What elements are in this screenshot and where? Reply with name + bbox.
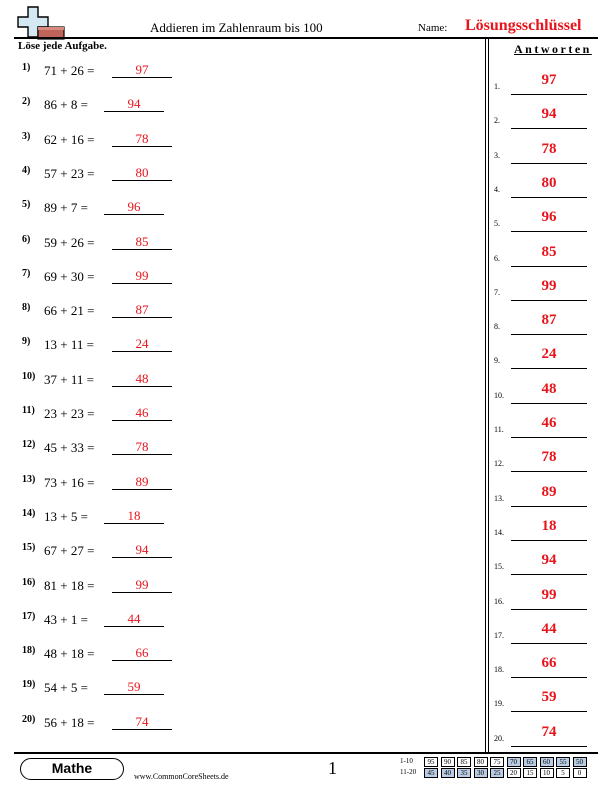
answer-key-value: 94	[541, 552, 557, 569]
answer-key-number: 19.	[494, 699, 504, 709]
problem-number: 5)	[22, 199, 31, 211]
problem-expression: 73 + 16 =	[44, 474, 95, 490]
plus-eraser-logo-icon	[14, 5, 70, 45]
problem-answer: 44	[127, 610, 141, 626]
problem-expression: 59 + 26 =	[44, 234, 95, 250]
answer-key-value: 78	[541, 140, 557, 157]
answer-key-number: 17.	[494, 630, 504, 640]
score-cell: 45	[424, 768, 438, 778]
answer-key-number: 20.	[494, 733, 504, 743]
problem-expression: 71 + 26 =	[44, 63, 95, 78]
answer-key-number: 1.	[494, 82, 500, 91]
score-cell: 80	[474, 757, 488, 767]
problem-expression: 86 + 8 =	[44, 97, 88, 113]
score-row-label: 11-20	[400, 768, 417, 776]
answer-key-line	[511, 643, 587, 644]
answer-key-number: 16.	[494, 596, 504, 606]
answer-key-line	[511, 197, 587, 198]
problem-expression: 62 + 16 =	[44, 131, 95, 147]
problem-answer: 99	[135, 267, 149, 283]
problem-number: 10)	[22, 370, 36, 382]
problem-answer: 94	[127, 96, 141, 112]
score-cell: 0	[573, 768, 587, 778]
answer-key-value: 85	[541, 243, 557, 260]
score-cell: 85	[457, 757, 471, 767]
problem-answer: 97	[135, 62, 149, 77]
answer-key-value: 89	[541, 483, 557, 500]
answer-key-value: 99	[541, 277, 557, 294]
answer-key-number: 6.	[494, 253, 500, 263]
problem-number: 14)	[22, 507, 36, 519]
problem-expression: 13 + 11 =	[44, 337, 94, 353]
problem-number: 15)	[22, 542, 36, 554]
answer-key-number: 7.	[494, 287, 500, 297]
score-cell: 55	[556, 757, 570, 767]
problem-expression: 67 + 27 =	[44, 543, 95, 559]
answer-key-line	[511, 128, 587, 129]
problem-answer: 89	[135, 473, 149, 489]
answer-key-value: 46	[541, 415, 557, 431]
answer-key-number: 10.	[494, 390, 504, 400]
site-url: www.CommonCoreSheets.de	[134, 772, 229, 781]
answer-key-value: 87	[541, 312, 557, 329]
answer-key-value: 44	[541, 620, 557, 637]
answer-key-line	[511, 677, 587, 678]
problem-number: 1)	[22, 62, 31, 73]
answer-key-line	[511, 368, 587, 369]
header-divider	[14, 37, 598, 39]
score-cell: 90	[441, 757, 455, 767]
footer-divider	[14, 752, 598, 754]
answer-key-value: 78	[541, 449, 557, 466]
problem-number: 3)	[22, 130, 31, 142]
answer-key-value: 97	[541, 72, 557, 88]
score-cell: 35	[457, 768, 471, 778]
problem-number: 2)	[22, 96, 31, 108]
answer-key-value: 59	[541, 689, 557, 706]
answer-key-number: 9.	[494, 356, 500, 366]
problem-number: 13)	[22, 473, 36, 485]
answer-key-number: 14.	[494, 527, 504, 537]
score-cell: 10	[540, 768, 554, 778]
problem-expression: 81 + 18 =	[44, 577, 95, 593]
problem-expression: 89 + 7 =	[44, 200, 88, 216]
answer-key-line	[511, 540, 587, 541]
instruction-text: Löse jede Aufgabe.	[18, 40, 107, 52]
problem-expression: 13 + 5 =	[44, 508, 88, 524]
score-cell: 40	[441, 768, 455, 778]
answer-key-value: 48	[541, 380, 557, 397]
score-cell: 5	[556, 768, 570, 778]
answer-key-number: 4.	[494, 184, 500, 194]
score-cell: 50	[573, 757, 587, 767]
problem-expression: 54 + 5 =	[44, 680, 88, 696]
answers-heading: Antworten	[514, 42, 592, 56]
problem-answer: 48	[135, 370, 149, 386]
problem-expression: 45 + 33 =	[44, 440, 95, 456]
score-cell: 65	[523, 757, 537, 767]
problem-answer: 85	[135, 233, 149, 249]
answer-key-number: 2.	[494, 116, 500, 126]
problem-number: 16)	[22, 576, 36, 588]
answer-key-line	[511, 94, 587, 95]
problem-number: 7)	[22, 267, 31, 279]
problem-expression: 37 + 11 =	[44, 371, 94, 387]
answer-key-line	[511, 746, 587, 747]
page-title: Addieren im Zahlenraum bis 100	[150, 20, 323, 35]
problem-number: 19)	[22, 679, 36, 691]
answer-key-number: 12.	[494, 459, 504, 469]
answer-key-line	[511, 334, 587, 335]
problem-number: 9)	[22, 336, 31, 348]
problem-expression: 57 + 23 =	[44, 165, 95, 181]
answer-key-number: 8.	[494, 322, 500, 332]
answer-key-value: 96	[541, 209, 557, 226]
answer-key-line	[511, 437, 587, 438]
answer-key-line	[511, 163, 587, 164]
score-cell: 60	[540, 757, 554, 767]
problem-answer: 66	[135, 645, 149, 661]
column-divider	[488, 38, 489, 752]
answer-key-line	[511, 609, 587, 610]
answer-key-line	[511, 711, 587, 712]
problem-number: 20)	[22, 713, 36, 725]
answer-key-value: 94	[541, 106, 557, 123]
page-number: 1	[328, 758, 337, 778]
problem-answer: 87	[135, 302, 149, 318]
score-cell: 20	[507, 768, 521, 778]
answer-key-line	[511, 506, 587, 507]
answer-key-number: 11.	[494, 425, 504, 434]
answer-key-line	[511, 300, 587, 301]
problem-answer: 78	[135, 130, 149, 146]
answer-key-line	[511, 231, 587, 232]
score-cell: 95	[424, 757, 438, 767]
name-label: Name:	[418, 22, 448, 34]
problem-expression: 23 + 23 =	[44, 406, 95, 421]
problem-answer: 96	[127, 199, 141, 215]
answer-key-number: 13.	[494, 493, 504, 503]
score-cell: 75	[490, 757, 504, 767]
answer-key-line	[511, 574, 587, 575]
answer-key-value: 24	[541, 346, 557, 363]
problem-expression: 48 + 18 =	[44, 646, 95, 662]
score-cell: 25	[490, 768, 504, 778]
problem-answer: 24	[135, 336, 149, 352]
problem-number: 4)	[22, 164, 31, 176]
problem-number: 18)	[22, 645, 36, 657]
problem-answer: 18	[127, 507, 141, 523]
problem-answer: 94	[135, 542, 149, 558]
problem-answer: 99	[135, 576, 149, 592]
problem-expression: 69 + 30 =	[44, 268, 95, 284]
problem-number: 11)	[22, 405, 35, 416]
score-cell: 30	[474, 768, 488, 778]
score-cell: 70	[507, 757, 521, 767]
problem-answer: 46	[135, 405, 149, 420]
problem-expression: 43 + 1 =	[44, 611, 88, 627]
answer-key-value: 74	[541, 723, 557, 740]
problem-answer: 80	[135, 164, 149, 180]
answer-key-value: 80	[541, 174, 557, 191]
problem-number: 17)	[22, 610, 36, 622]
score-cell: 15	[523, 768, 537, 778]
problem-number: 8)	[22, 302, 31, 314]
problem-answer: 59	[127, 679, 141, 695]
answer-key-line	[511, 266, 587, 267]
answer-key-number: 18.	[494, 665, 504, 675]
answer-key-value: 66	[541, 655, 557, 672]
answer-key-title: Lösungsschlüssel	[465, 17, 582, 34]
answer-key-value: 18	[541, 517, 557, 534]
answer-key-number: 15.	[494, 562, 504, 572]
answer-key-line	[511, 471, 587, 472]
answer-key-line	[511, 403, 587, 404]
answer-key-value: 99	[541, 586, 557, 603]
problem-number: 6)	[22, 233, 31, 245]
answer-key-number: 3.	[494, 150, 500, 160]
problem-number: 12)	[22, 439, 36, 451]
problem-expression: 66 + 21 =	[44, 303, 95, 319]
subject-badge: Mathe	[20, 758, 124, 780]
column-divider	[485, 38, 486, 752]
problem-answer: 74	[135, 713, 149, 729]
answer-key-number: 5.	[494, 219, 500, 229]
score-row-label: 1-10	[400, 757, 413, 765]
problem-expression: 56 + 18 =	[44, 714, 95, 730]
problem-answer: 78	[135, 439, 149, 455]
